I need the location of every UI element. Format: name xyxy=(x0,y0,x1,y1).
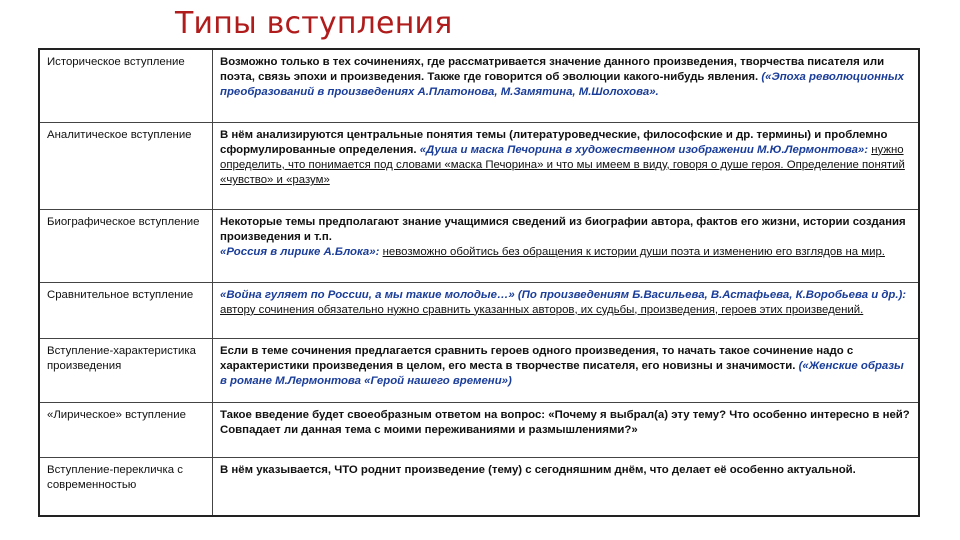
intro-type-description: В нём указывается, ЧТО роднит произведение (тему) с сегодняшним днём, что делает её особенно актуальной. xyxy=(213,457,920,516)
example-text: («Женские образы в романе М.Лермонтова «Герой нашего времени») xyxy=(220,359,904,387)
note-text: невозможно обойтись без обращения к истории души поэта и изменению его взглядов на мир. xyxy=(382,245,885,258)
description-text: Возможно только в тех сочинениях, где рассматривается значение данного произведения, творчества писателя или поэта, связь эпохи и произведения. Также где говорится об эволюции какого-нибудь явления. xyxy=(220,56,885,84)
table-row xyxy=(39,282,919,338)
intro-type-description xyxy=(213,49,920,122)
table-row xyxy=(39,402,919,457)
intro-type-name: Историческое вступление xyxy=(39,49,213,122)
intro-type-name: Вступление-характеристика произведения xyxy=(39,338,213,402)
intro-type-description xyxy=(213,282,920,338)
intro-type-name: Сравнительное вступление xyxy=(39,282,213,338)
intro-type-description xyxy=(213,122,920,209)
table-row xyxy=(39,209,919,282)
example-text: «Война гуляет по России, а мы такие молодые…» (По произведениям Б.Васильева, В.Астафьева, К.Воробьева и др.): xyxy=(220,288,907,301)
intro-type-description xyxy=(213,338,920,402)
table-row xyxy=(39,49,919,122)
example-text: «Душа и маска Печорина в художественном изображении М.Ю.Лермонтова»: xyxy=(419,143,869,156)
intro-type-description xyxy=(213,209,920,282)
example-text: («Эпоха революционных преобразований в произведениях А.Платонова, М.Замятина, М.Шолохова». xyxy=(220,71,904,99)
table-row xyxy=(39,122,919,209)
intro-type-name: Аналитическое вступление xyxy=(39,122,213,209)
note-text: нужно определить, что понимается под словами «маска Печорина» и что мы имеем в виду, говоря о душе героя. Определение понятий «чувство» и «разум» xyxy=(220,143,905,187)
table-row xyxy=(39,338,919,402)
intro-type-description: Такое введение будет своеобразным ответом на вопрос: «Почему я выбрал(а) эту тему? Что особенно интересно в ней? Совпадает ли данная тема с моими переживаниями и размышлениями?» xyxy=(213,402,920,457)
intro-type-name: Биографическое вступление xyxy=(39,209,213,282)
intro-type-name: Вступление-перекличка с современностью xyxy=(39,457,213,516)
intro-type-name: «Лирическое» вступление xyxy=(39,402,213,457)
note-text: автору сочинения обязательно нужно сравнить указанных авторов, их судьбы, произведения, героев этих произведений. xyxy=(220,303,864,316)
description-text: Если в теме сочинения предлагается сравнить героев одного произведения, то начать такое сочинение надо с характеристики произведения в целом, его места в творчестве писателя, его новизны и значимости. xyxy=(220,344,854,372)
example-text: «Россия в лирике А.Блока»: xyxy=(220,245,380,258)
page-title: Типы вступления xyxy=(175,6,453,41)
description-text: Некоторые темы предполагают знание учащимися сведений из биографии автора, фактов его жизни, истории создания произведения и т.п. xyxy=(220,215,906,243)
intro-types-table xyxy=(38,48,920,517)
table-row xyxy=(39,457,919,516)
description-text: В нём анализируются центральные понятия темы (литературоведческие, философские и др. термины) и проблемно сформулированные определения. xyxy=(220,128,888,156)
